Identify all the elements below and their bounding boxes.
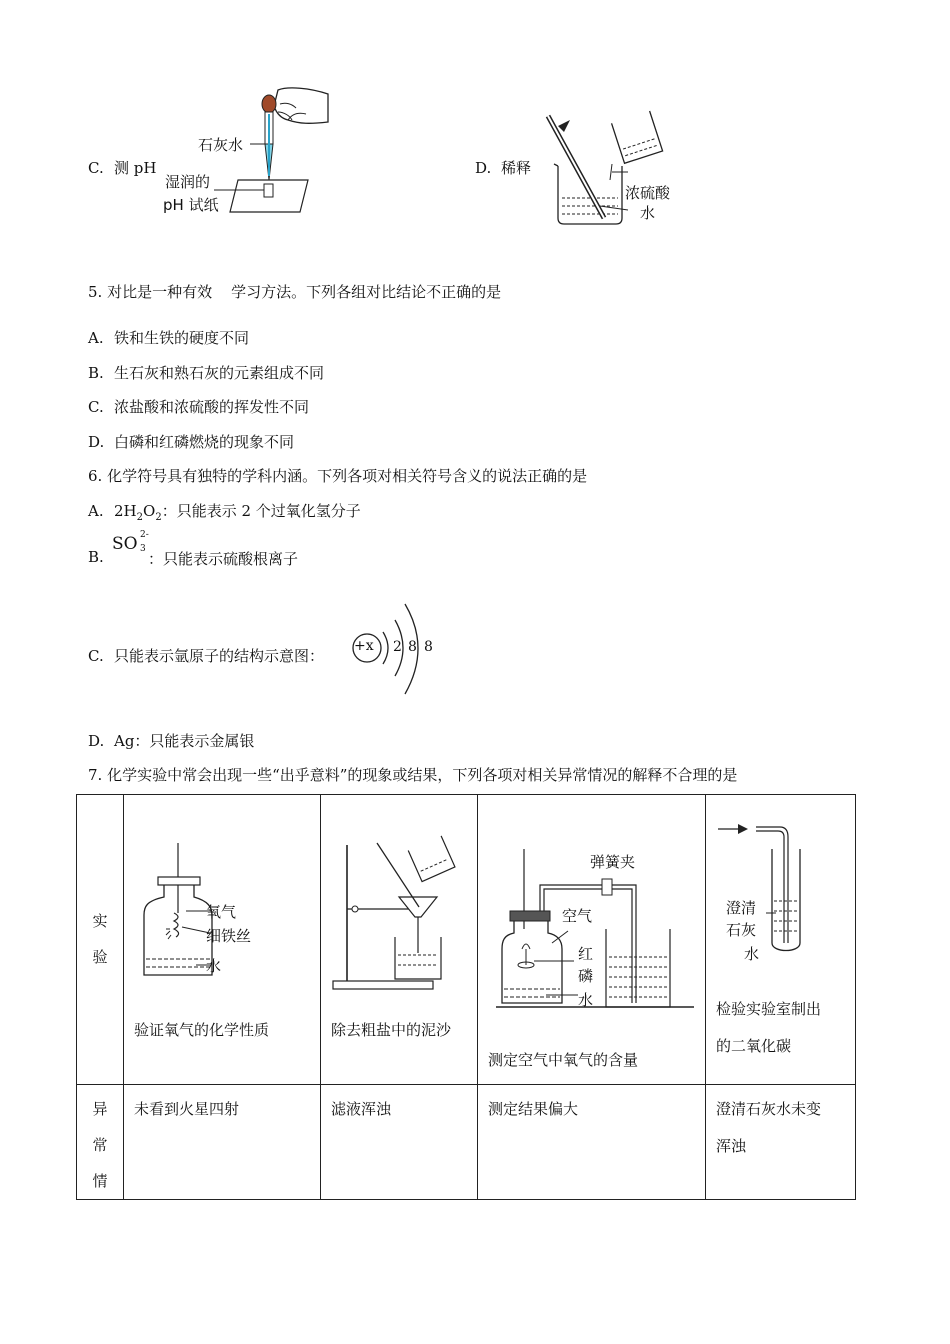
fig-label-clear: 澄清 xyxy=(726,899,757,917)
option-text: 测 pH xyxy=(114,159,157,177)
option-text: 生石灰和熟石灰的元素组成不同 xyxy=(114,364,325,382)
fig-label-oxygen: 氧气 xyxy=(206,903,237,921)
anomaly-text: 未看到火星四射 xyxy=(134,1100,240,1118)
experiment-caption xyxy=(716,991,821,1065)
option-label: B. xyxy=(88,364,104,382)
anomaly-cell xyxy=(478,1085,706,1200)
option-text: 只能表示氩原子的结构示意图： xyxy=(114,647,325,665)
option-text: 稀释 xyxy=(501,159,532,177)
fig-label-air: 空气 xyxy=(562,907,593,925)
q4-option-d xyxy=(475,157,531,178)
q5-option-b xyxy=(88,362,324,383)
fig-label-iron-wire: 细铁丝 xyxy=(206,927,252,945)
option-text: 浓盐酸和浓硫酸的挥发性不同 xyxy=(114,398,310,416)
experiment-cell-air-oxygen xyxy=(478,795,706,1085)
row-header-char: 异 xyxy=(92,1100,108,1118)
q5-option-a xyxy=(88,327,249,348)
experiment-caption: 测定空气中氧气的含量 xyxy=(488,1051,639,1069)
fig-label-water: 水 xyxy=(744,945,760,963)
anomaly-line: 澄清石灰水未变 xyxy=(716,1100,822,1118)
formula-h2o2 xyxy=(114,502,162,523)
option-label: B. xyxy=(88,548,104,566)
q6-option-c xyxy=(88,645,324,666)
ion-charge: 2- xyxy=(140,530,149,540)
experiment-caption: 验证氧气的化学性质 xyxy=(134,1021,270,1039)
row-header-experiment xyxy=(77,795,124,1085)
anomaly-cell xyxy=(706,1085,856,1200)
q5-option-d xyxy=(88,431,294,452)
formula-part: 2H xyxy=(114,502,137,520)
option-text: ：只能表示 2 个过氧化氢分子 xyxy=(161,502,361,520)
anomaly-row xyxy=(77,1085,856,1200)
fig-label-lime: 石灰 xyxy=(726,921,757,939)
experiment-cell-filtration xyxy=(321,795,478,1085)
q6b-text: ：只能表示硫酸根离子 xyxy=(148,550,299,568)
option-label: D. xyxy=(88,433,105,451)
anomaly-cell xyxy=(124,1085,321,1200)
q4d-label-sulfuric: 浓硫酸 xyxy=(625,184,671,202)
sulfite-ion-symbol xyxy=(112,530,149,554)
fig-label-phosphorus: 磷 xyxy=(578,967,594,985)
anomaly-text: 滤液浑浊 xyxy=(331,1100,392,1118)
q5-option-c xyxy=(88,396,309,417)
dilution-figure xyxy=(540,106,680,226)
q6-option-d xyxy=(88,730,254,751)
experiment-cell-oxygen xyxy=(124,795,321,1085)
experiment-caption: 除去粗盐中的泥沙 xyxy=(331,1021,452,1039)
option-label: C. xyxy=(88,647,104,665)
option-label: D. xyxy=(88,732,105,750)
iron-wire-oxygen-figure xyxy=(136,843,216,983)
anomaly-text: 测定结果偏大 xyxy=(488,1100,579,1118)
row-header-char: 常 xyxy=(92,1136,108,1154)
filtration-figure xyxy=(329,835,459,995)
experiment-row xyxy=(77,795,856,1085)
fig-label-clamp: 弹簧夹 xyxy=(590,853,636,871)
q4d-label-water: 水 xyxy=(640,204,656,222)
option-text: 白磷和红磷燃烧的现象不同 xyxy=(114,433,295,451)
formula-part: O xyxy=(143,502,156,520)
q5-stem: 5. 对比是一种有效 学习方法。下列各组对比结论不正确的是 xyxy=(88,283,502,301)
q4c-label-ph-paper: pH 试纸 xyxy=(163,196,219,214)
option-label: C. xyxy=(88,398,104,416)
atom-nucleus: +x xyxy=(354,638,374,654)
row-header-anomaly xyxy=(77,1085,124,1200)
anomaly-line: 浑浊 xyxy=(716,1137,747,1155)
experiment-table xyxy=(76,794,856,1200)
caption-line: 的二氧化碳 xyxy=(716,1037,792,1055)
option-text: Ag：只能表示金属银 xyxy=(114,732,255,750)
row-header-char: 情 xyxy=(92,1172,108,1190)
atom-shell-2: 8 xyxy=(408,639,417,655)
option-label: C. xyxy=(88,159,104,177)
fig-label-red: 红 xyxy=(578,945,594,963)
air-oxygen-figure xyxy=(496,849,696,1009)
option-text: 铁和生铁的硬度不同 xyxy=(114,329,250,347)
formula-subscript: 2 xyxy=(155,512,162,523)
q7-stem: 7. 化学实验中常会出现一些“出乎意料”的现象或结果，下列各项对相关异常情况的解释不合理的是 xyxy=(88,766,738,784)
fig-label-water: 水 xyxy=(578,991,594,1009)
q4-option-c xyxy=(88,157,156,178)
row-header-char: 验 xyxy=(92,948,108,966)
fig-label-water: 水 xyxy=(206,957,222,975)
caption-line: 检验实验室制出 xyxy=(716,1000,822,1018)
ion-subscript: 3 xyxy=(140,544,146,554)
q4c-label-wet: 湿润的 xyxy=(165,173,211,191)
ion-base: SO xyxy=(112,534,138,554)
anomaly-text xyxy=(706,1085,855,1165)
formula-subscript: 2 xyxy=(136,512,143,523)
q6-option-b xyxy=(88,548,114,566)
atom-shell-1: 2 xyxy=(393,639,402,655)
experiment-cell-co2-test xyxy=(706,795,856,1085)
row-header-char: 实 xyxy=(92,912,108,930)
q6-option-a xyxy=(88,500,361,523)
anomaly-cell xyxy=(321,1085,478,1200)
option-label: A. xyxy=(88,502,104,520)
q4c-label-limewater: 石灰水 xyxy=(198,136,244,154)
q6-stem: 6. 化学符号具有独特的学科内涵。下列各项对相关符号含义的说法正确的是 xyxy=(88,467,588,485)
option-label: D. xyxy=(475,159,492,177)
atom-shell-3: 8 xyxy=(424,639,433,655)
option-label: A. xyxy=(88,329,104,347)
